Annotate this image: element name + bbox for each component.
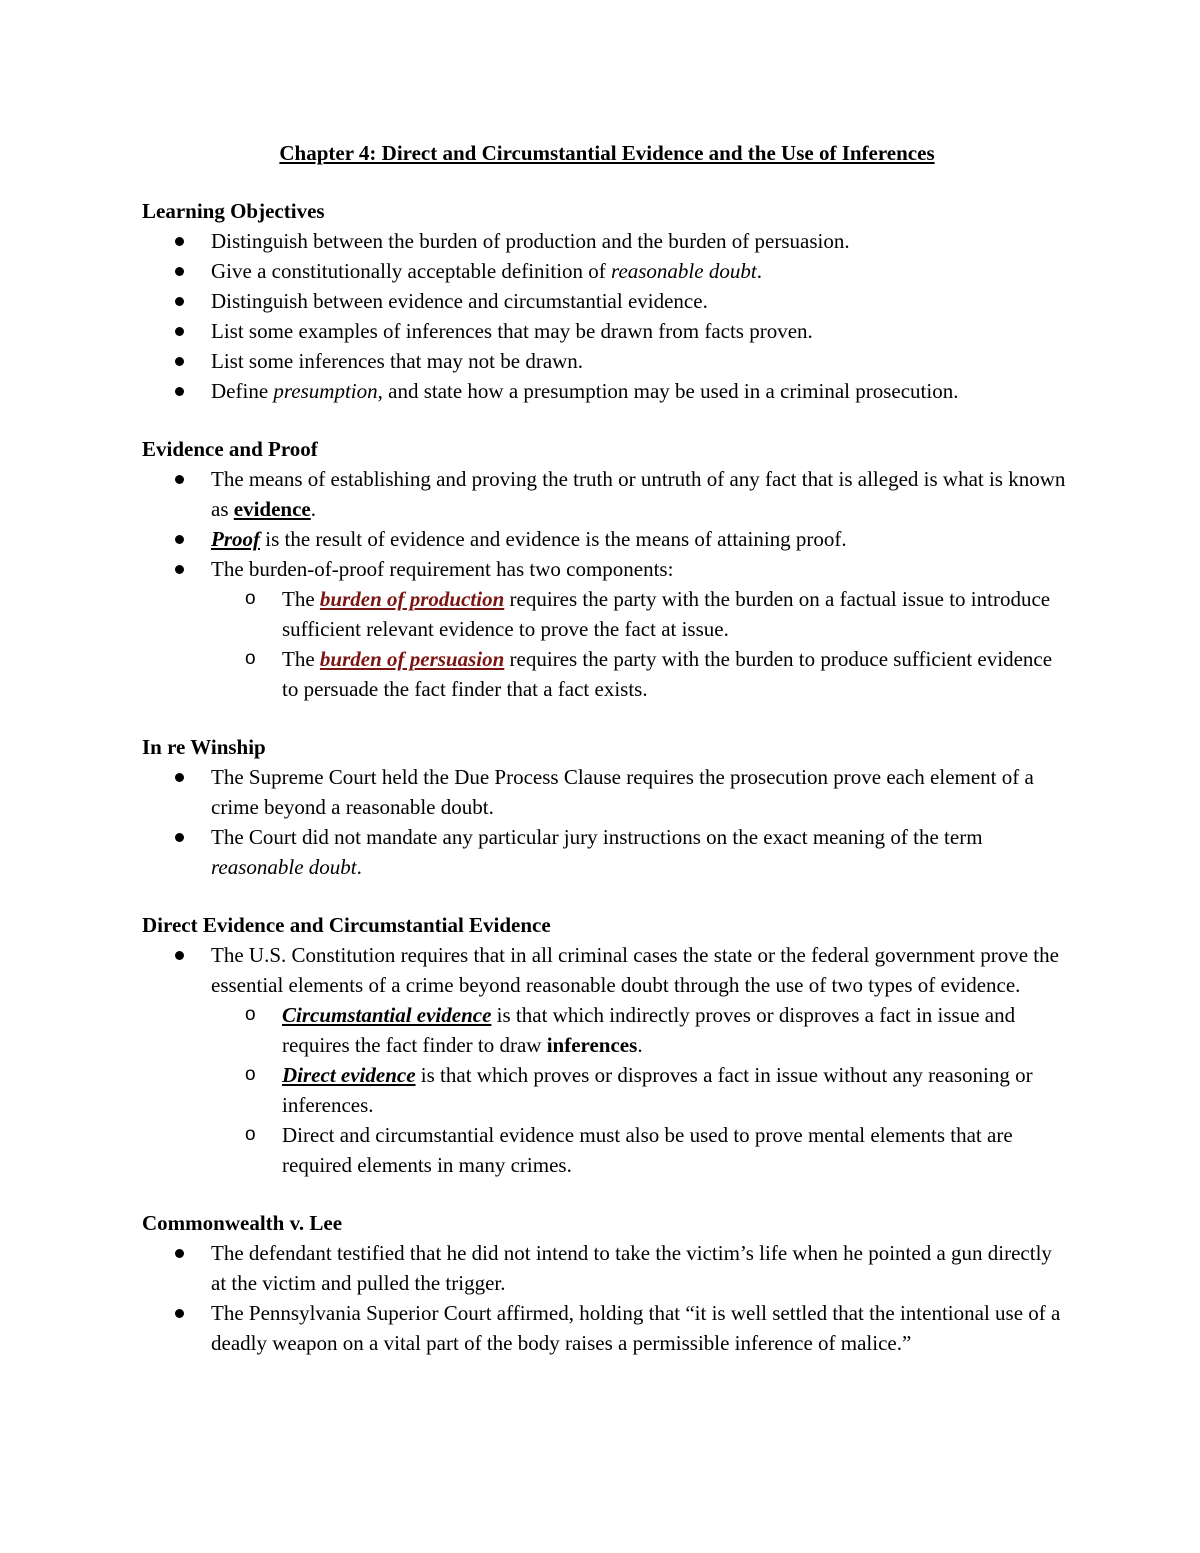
- sub-bullet-marker-icon: o: [245, 648, 256, 669]
- list-item: List some inferences that may not be drawn.: [142, 346, 1072, 376]
- page-title: Chapter 4: Direct and Circumstantial Evidence and the Use of Inferences: [279, 141, 935, 165]
- sub-list-item: o Direct and circumstantial evidence must also be used to prove mental elements that are required elements in many crimes.: [211, 1120, 1072, 1180]
- key-term: burden of persuasion: [319, 647, 505, 671]
- sub-bullet-list: [211, 584, 1072, 704]
- sub-bullet-marker-icon: o: [245, 1004, 256, 1025]
- bullet-dot-icon: [175, 1309, 184, 1318]
- key-term: evidence: [233, 497, 311, 521]
- section-heading: In re Winship: [142, 735, 266, 759]
- section-learning-objectives: [142, 196, 1072, 406]
- bullet-list: [142, 226, 1072, 406]
- key-term: Direct evidence: [282, 1063, 416, 1087]
- list-item: The burden-of-proof requirement has two components: o The burden of production requires the party with the burden on a factual issue to introduce sufficient relevant evidence to prove the fact at issue. o The burden of persuasion requires the party with the burden to produce sufficient evidence to persuade the fact finder that a fact exists.: [142, 554, 1072, 704]
- bullet-dot-icon: [175, 535, 184, 544]
- sub-list-item: o Direct evidence is that which proves or disproves a fact in issue without any reasoning or inferences.: [211, 1060, 1072, 1120]
- section-evidence-and-proof: [142, 434, 1072, 704]
- bullet-dot-icon: [175, 237, 184, 246]
- bullet-list: [142, 762, 1072, 882]
- bullet-dot-icon: [175, 387, 184, 396]
- section-heading: Evidence and Proof: [142, 437, 318, 461]
- sub-bullet-marker-icon: o: [245, 588, 256, 609]
- bullet-dot-icon: [175, 773, 184, 782]
- bullet-dot-icon: [175, 565, 184, 574]
- bullet-list: [142, 940, 1072, 1180]
- bullet-dot-icon: [175, 267, 184, 276]
- bullet-dot-icon: [175, 297, 184, 306]
- list-item: Distinguish between evidence and circumstantial evidence.: [142, 286, 1072, 316]
- sub-bullet-marker-icon: o: [245, 1124, 256, 1145]
- list-item: The Pennsylvania Superior Court affirmed, holding that “it is well settled that the intentional use of a deadly weapon on a vital part of the body raises a permissible inference of malice.”: [142, 1298, 1072, 1358]
- list-item: The U.S. Constitution requires that in all criminal cases the state or the federal government prove the essential elements of a crime beyond reasonable doubt through the use of two types of evidence. o Circumstantial evidence is that which indirectly proves or disproves a fact in issue and requires the fact finder to draw inferences. o Direct evidence is that which proves or disproves a fact in issue without any reasoning or inferences. o Direct and circumstantial evidence must also be used to prove mental elements that are required elements in many crimes.: [142, 940, 1072, 1180]
- bullet-dot-icon: [175, 357, 184, 366]
- sub-bullet-list: [211, 1000, 1072, 1180]
- sub-bullet-marker-icon: o: [245, 1064, 256, 1085]
- key-term: inferences: [546, 1033, 638, 1057]
- sub-list-item: o Circumstantial evidence is that which indirectly proves or disproves a fact in issue and requires the fact finder to draw inferences.: [211, 1000, 1072, 1060]
- section-heading: Learning Objectives: [142, 199, 325, 223]
- bullet-dot-icon: [175, 833, 184, 842]
- list-item: The defendant testified that he did not intend to take the victim’s life when he pointed a gun directly at the victim and pulled the trigger.: [142, 1238, 1072, 1298]
- section-heading: Commonwealth v. Lee: [142, 1211, 343, 1235]
- document-body: [142, 138, 1072, 1386]
- list-item: The Supreme Court held the Due Process Clause requires the prosecution prove each element of a crime beyond a reasonable doubt.: [142, 762, 1072, 822]
- list-item: Proof is the result of evidence and evidence is the means of attaining proof.: [142, 524, 1072, 554]
- bullet-dot-icon: [175, 475, 184, 484]
- bullet-dot-icon: [175, 327, 184, 336]
- sub-list-item: o The burden of persuasion requires the party with the burden to produce sufficient evidence to persuade the fact finder that a fact exists.: [211, 644, 1072, 704]
- key-term: burden of production: [319, 587, 505, 611]
- bullet-dot-icon: [175, 1249, 184, 1258]
- list-item: Give a constitutionally acceptable definition of reasonable doubt.: [142, 256, 1072, 286]
- section-commonwealth-v-lee: [142, 1208, 1072, 1358]
- bullet-list: [142, 1238, 1072, 1358]
- list-item: List some examples of inferences that may be drawn from facts proven.: [142, 316, 1072, 346]
- section-in-re-winship: [142, 732, 1072, 882]
- bullet-dot-icon: [175, 951, 184, 960]
- list-item: Distinguish between the burden of production and the burden of persuasion.: [142, 226, 1072, 256]
- section-direct-and-circumstantial: [142, 910, 1072, 1180]
- sub-list-item: o The burden of production requires the party with the burden on a factual issue to introduce sufficient relevant evidence to prove the fact at issue.: [211, 584, 1072, 644]
- list-item: The means of establishing and proving the truth or untruth of any fact that is alleged is what is known as evidence.: [142, 464, 1072, 524]
- section-heading: Direct Evidence and Circumstantial Evidence: [142, 913, 551, 937]
- bullet-list: [142, 464, 1072, 704]
- list-item: The Court did not mandate any particular jury instructions on the exact meaning of the term reasonable doubt.: [142, 822, 1072, 882]
- key-term: Circumstantial evidence: [282, 1003, 492, 1027]
- key-term: Proof: [211, 527, 260, 551]
- list-item: Define presumption, and state how a presumption may be used in a criminal prosecution.: [142, 376, 1072, 406]
